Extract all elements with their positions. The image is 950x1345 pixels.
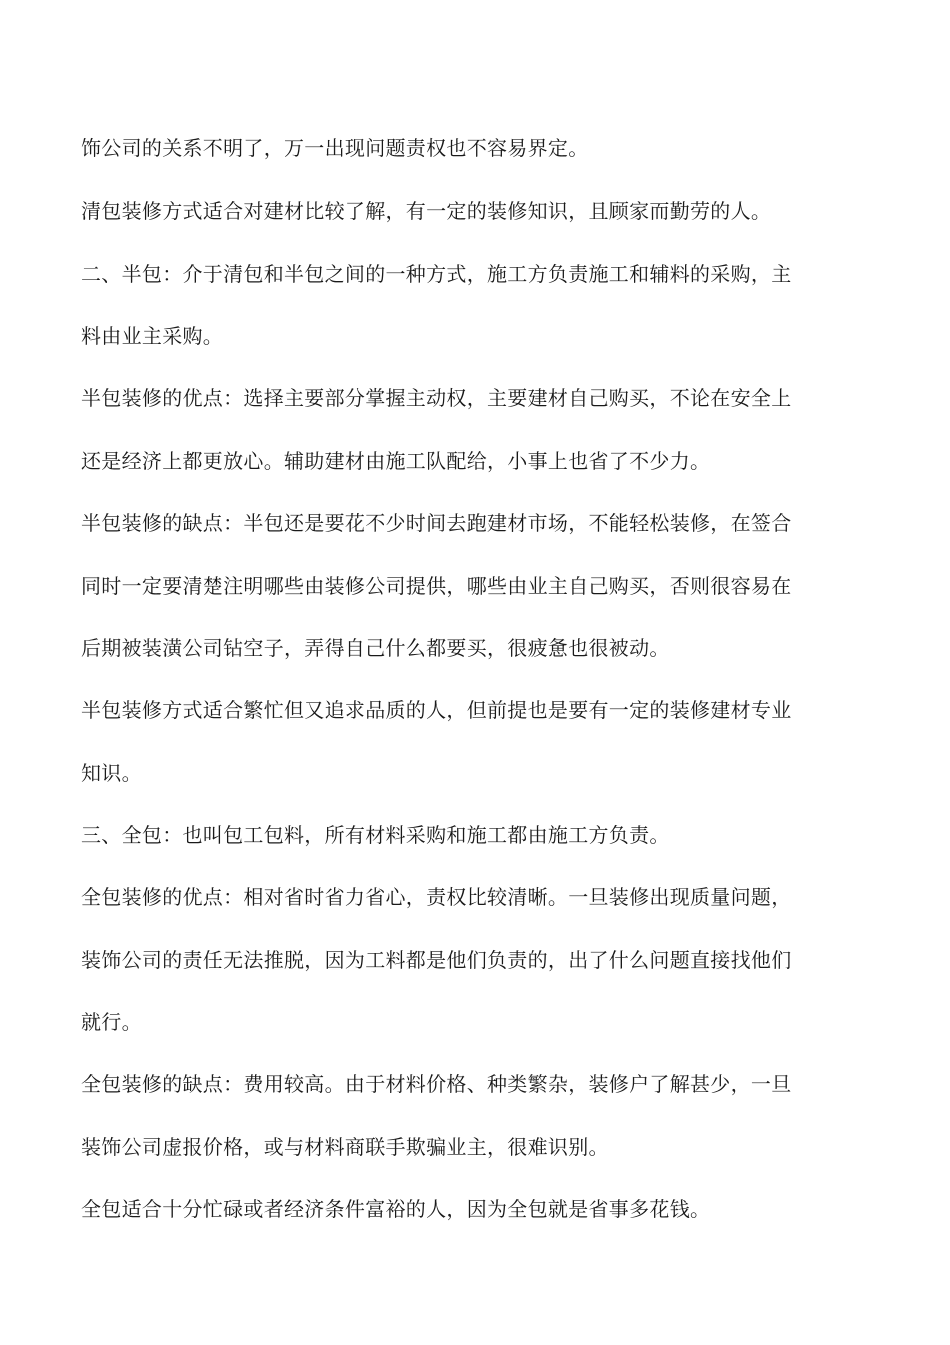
- text-line: 二、半包：介于清包和半包之间的一种方式，施工方负责施工和辅料的采购，主: [81, 262, 792, 286]
- text-line: 全包装修的缺点：费用较高。由于材料价格、种类繁杂，装修户了解甚少，一旦: [81, 1072, 792, 1096]
- text-line: 清包装修方式适合对建材比较了解，有一定的装修知识，且顾家而勤劳的人。: [81, 199, 772, 223]
- text-line: 同时一定要清楚注明哪些由装修公司提供，哪些由业主自己购买，否则很容易在: [81, 574, 792, 598]
- text-line: 料由业主采购。: [81, 324, 224, 348]
- text-line: 半包装修的缺点：半包还是要花不少时间去跑建材市场，不能轻松装修，在签合: [81, 511, 792, 535]
- text-line: 知识。: [81, 761, 142, 785]
- text-line: 半包装修的优点：选择主要部分掌握主动权，主要建材自己购买，不论在安全上: [81, 386, 792, 410]
- text-line: 装饰公司虚报价格，或与材料商联手欺骗业主，很难识别。: [81, 1135, 609, 1159]
- text-line: 后期被装潢公司钻空子，弄得自己什么都要买，很疲惫也很被动。: [81, 636, 670, 660]
- text-line: 装饰公司的责任无法推脱，因为工料都是他们负责的，出了什么问题直接找他们: [81, 948, 792, 972]
- text-line: 还是经济上都更放心。辅助建材由施工队配给，小事上也省了不少力。: [81, 449, 711, 473]
- text-line: 就行。: [81, 1010, 142, 1034]
- text-line: 三、全包：也叫包工包料，所有材料采购和施工都由施工方负责。: [81, 823, 670, 847]
- text-line: 饰公司的关系不明了，万一出现问题责权也不容易界定。: [81, 136, 589, 160]
- text-line: 全包适合十分忙碌或者经济条件富裕的人，因为全包就是省事多花钱。: [81, 1197, 711, 1221]
- text-line: 全包装修的优点：相对省时省力省心，责权比较清晰。一旦装修出现质量问题，: [81, 885, 792, 909]
- text-line: 半包装修方式适合繁忙但又追求品质的人，但前提也是要有一定的装修建材专业: [81, 698, 792, 722]
